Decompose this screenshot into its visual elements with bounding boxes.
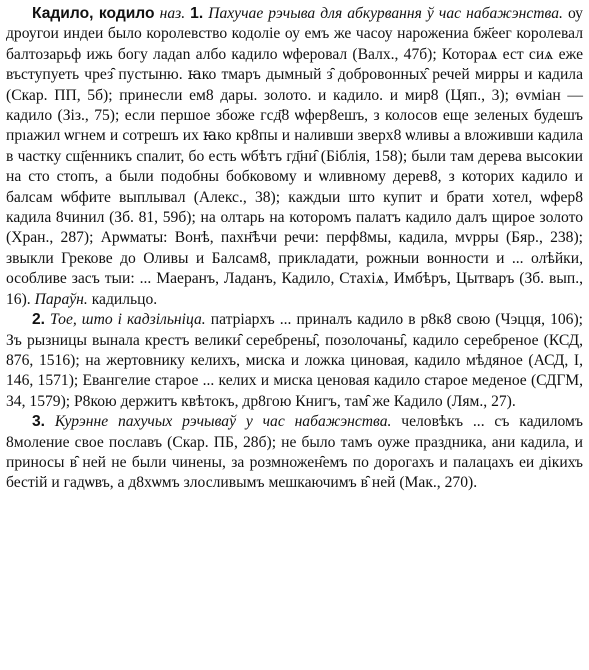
sense-definition: Курэнне пахучых рэчываў у час набажэнства. [54, 413, 392, 431]
sense-3 [6, 412, 583, 494]
sense-citations: оу дроугои индеи было королевство кодолiе оу емъ же часоу нарожениa бж҃еег королевал балтозарьф ижь богу ладаn албо кадило ѡферовал (Валх., 47б); Которaѧ ест сиѧ еже въступуеть чрез̑ пустыню. ꙗко тмаръ дымный з̑ добровонных̑ речей мирры и кадила (Скар. ПП, 5б); принесли ем8 дары. золото. и кадило. и мир8 (Цяп., 3); ѳvміaн — кадило (Зіз., 75); если пeршое збоже гсд҃8 ѡфер8ешъ, з колосов еще зеленых будешъ прıажил ѡгнем и сотрешъ их ꙗко кр8пы и наливши звeрх8 ѡливы а вложивши кадила в частку сщ҃енникъ спалит, бо есть ѡбѣтъ гд҃ни̑ (Біблія, 158); были там дерева высокии на сто стопъ, а были подобны бобковому и ѡливному дерев8, з которих кадило и балсам ѡбфите выплывал (Алекс., 38); кaждыи што купит и брати хотел, ѡфер8 кадила 8чинил (Зб. 81, 59б); на олтарь на которомъ пaлaтъ кадило далъ щирое золото (Хран., 287); Арѡматы: Вонѣ, пахн҃ѣчи речи: перф8мы, кадила, мvрры (Бяр., 238); звыкли Грекове до Оливы и Балсам8, прикладати, рожныи вонности и ... олѣйки, особливе засъ тыи: ... Маеранъ, Ладанъ, Кадило, Стахiѧ, Имбѣръ, Цытваръ (Зб. вып., 16). [6, 5, 583, 308]
sense-citations: патрiaрхъ ... принaлъ кадило в р8к8 свою (Чэцця, 106); Зъ рызницы вынaла крестъ велики̑ серебрены̑, позолочаны̑, кадило серебреное (КСД, 876, 1516); на жертовнику келихъ, миска и ложка циновая, кадило мѣдяное (АСД, I, 146, 1571); Евангелие старое ... келих и миска ценовая кадило старое меденое (СДГМ, 34, 1579); Р8кою держитъ квѣтокъ, др8гою Книгъ, там̑ же Кадило (Лям., 27). [6, 311, 583, 410]
sense-number: 3. [32, 413, 46, 431]
compare-label: Параўн. [34, 290, 88, 308]
sense-1 [6, 4, 583, 310]
sense-2 [6, 310, 583, 412]
grammar-label: наз. [159, 5, 186, 22]
sense-number: 1. [190, 5, 204, 22]
sense-citations: человѣкъ ... съ кадиломъ 8моление свое пославъ (Скар. ПБ, 28б); не было тамъ оуже праздника, ани кадила, и приносы в̑ ней не были чинены, за розмножен̑емъ по дорогахъ и палацахъ еи дiкихъ бестiй и гадѡвъ, а д8хѡмъ злосливымъ мешкаючимъ в̑ ней (Мак., 270). [6, 413, 583, 492]
sense-definition: Пахучае рэчыва для абкурвання ў час набажэнства. [208, 5, 563, 22]
headword: Кадило, кодило [32, 5, 155, 22]
sense-number: 2. [32, 311, 46, 329]
compare-word: кадильцо. [91, 290, 158, 308]
sense-definition: Тое, што і кадзільніца. [50, 311, 206, 329]
